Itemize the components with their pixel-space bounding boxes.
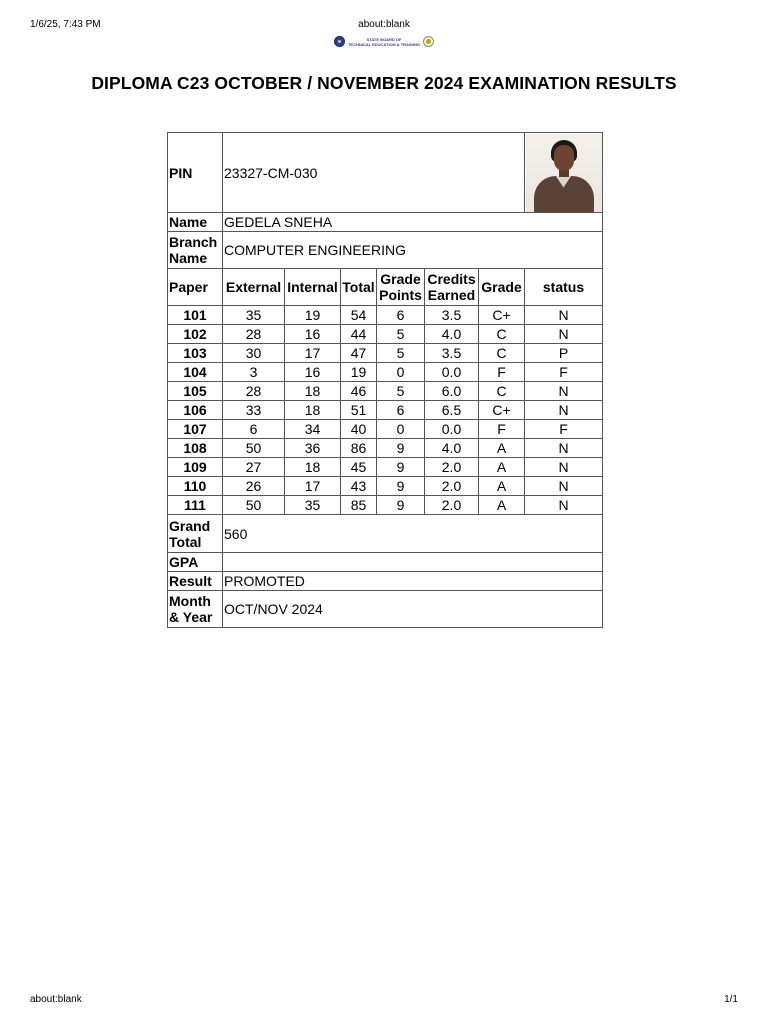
board-logo-line1: STATE BOARD OF [366, 36, 402, 42]
pin-label: PIN [168, 133, 223, 213]
table-row [168, 458, 603, 477]
total-header: Total [341, 269, 377, 306]
internal-cell: 18 [285, 382, 341, 401]
name-value: GEDELA SNEHA [223, 213, 603, 232]
status-cell: N [525, 439, 603, 458]
paper-cell: 108 [168, 439, 223, 458]
status-cell: P [525, 344, 603, 363]
status-cell: N [525, 325, 603, 344]
student-photo-cell [525, 133, 603, 213]
status-cell: F [525, 420, 603, 439]
print-url: about:blank [358, 19, 410, 30]
grade-points-cell: 0 [377, 363, 425, 382]
result-value: PROMOTED [223, 572, 603, 591]
paper-cell: 109 [168, 458, 223, 477]
grade-points-cell: 0 [377, 420, 425, 439]
credits-cell: 0.0 [425, 420, 479, 439]
total-cell: 54 [341, 306, 377, 325]
total-cell: 43 [341, 477, 377, 496]
column-header-row [168, 269, 603, 306]
paper-cell: 105 [168, 382, 223, 401]
external-cell: 33 [223, 401, 285, 420]
table-row [168, 401, 603, 420]
external-cell: 28 [223, 325, 285, 344]
pin-row [168, 133, 603, 213]
total-cell: 45 [341, 458, 377, 477]
state-emblem-icon [423, 36, 434, 47]
paper-cell: 107 [168, 420, 223, 439]
grade-cell: C [479, 325, 525, 344]
paper-cell: 111 [168, 496, 223, 515]
internal-cell: 18 [285, 458, 341, 477]
paper-cell: 102 [168, 325, 223, 344]
grade-cell: C+ [479, 306, 525, 325]
external-header: External [223, 269, 285, 306]
grade-points-cell: 9 [377, 496, 425, 515]
external-cell: 28 [223, 382, 285, 401]
table-row [168, 344, 603, 363]
external-cell: 50 [223, 439, 285, 458]
external-cell: 26 [223, 477, 285, 496]
results-table [167, 132, 603, 628]
total-cell: 85 [341, 496, 377, 515]
credits-earned-header: Credits Earned [425, 269, 479, 306]
grade-cell: F [479, 363, 525, 382]
table-row [168, 496, 603, 515]
grade-points-cell: 5 [377, 325, 425, 344]
status-cell: N [525, 401, 603, 420]
external-cell: 35 [223, 306, 285, 325]
grade-points-cell: 6 [377, 401, 425, 420]
grade-points-cell: 9 [377, 477, 425, 496]
grand-total-value: 560 [223, 515, 603, 553]
branch-row [168, 232, 603, 269]
table-row [168, 382, 603, 401]
grade-cell: A [479, 439, 525, 458]
paper-header: Paper [168, 269, 223, 306]
grade-cell: A [479, 458, 525, 477]
status-cell: F [525, 363, 603, 382]
grade-points-header: Grade Points [377, 269, 425, 306]
footer-page-number: 1/1 [724, 994, 738, 1005]
grade-cell: A [479, 496, 525, 515]
student-photo [526, 134, 602, 212]
total-cell: 47 [341, 344, 377, 363]
table-row [168, 325, 603, 344]
internal-cell: 17 [285, 344, 341, 363]
name-row [168, 213, 603, 232]
page-title: DIPLOMA C23 OCTOBER / NOVEMBER 2024 EXAMINATION RESULTS [91, 73, 677, 93]
pin-value: 23327-CM-030 [223, 133, 525, 213]
total-cell: 51 [341, 401, 377, 420]
internal-header: Internal [285, 269, 341, 306]
table-row [168, 477, 603, 496]
internal-cell: 17 [285, 477, 341, 496]
external-cell: 27 [223, 458, 285, 477]
grade-points-cell: 6 [377, 306, 425, 325]
status-cell: N [525, 306, 603, 325]
total-cell: 86 [341, 439, 377, 458]
total-cell: 19 [341, 363, 377, 382]
internal-cell: 36 [285, 439, 341, 458]
total-cell: 44 [341, 325, 377, 344]
grade-points-cell: 5 [377, 344, 425, 363]
external-cell: 50 [223, 496, 285, 515]
gpa-label: GPA [168, 553, 223, 572]
month-year-row [168, 591, 603, 628]
grade-cell: C [479, 382, 525, 401]
paper-cell: 110 [168, 477, 223, 496]
grand-total-label: Grand Total [168, 515, 223, 553]
internal-cell: 18 [285, 401, 341, 420]
internal-cell: 34 [285, 420, 341, 439]
paper-cell: 106 [168, 401, 223, 420]
status-cell: N [525, 382, 603, 401]
credits-cell: 6.0 [425, 382, 479, 401]
board-logo-text [348, 37, 420, 47]
month-year-label: Month & Year [168, 591, 223, 628]
footer-url: about:blank [30, 994, 82, 1005]
paper-cell: 103 [168, 344, 223, 363]
grand-total-row [168, 515, 603, 553]
credits-cell: 4.0 [425, 439, 479, 458]
status-cell: N [525, 458, 603, 477]
internal-cell: 19 [285, 306, 341, 325]
table-row [168, 420, 603, 439]
table-row [168, 363, 603, 382]
internal-cell: 16 [285, 325, 341, 344]
gpa-value [223, 553, 603, 572]
name-label: Name [168, 213, 223, 232]
credits-cell: 0.0 [425, 363, 479, 382]
credits-cell: 3.5 [425, 344, 479, 363]
branch-value: COMPUTER ENGINEERING [223, 232, 603, 269]
branch-label: Branch Name [168, 232, 223, 269]
grade-cell: C+ [479, 401, 525, 420]
internal-cell: 16 [285, 363, 341, 382]
external-cell: 30 [223, 344, 285, 363]
result-label: Result [168, 572, 223, 591]
grade-cell: F [479, 420, 525, 439]
credits-cell: 2.0 [425, 496, 479, 515]
status-cell: N [525, 477, 603, 496]
board-seal-icon [334, 36, 345, 47]
gpa-row [168, 553, 603, 572]
credits-cell: 2.0 [425, 458, 479, 477]
grade-points-cell: 9 [377, 439, 425, 458]
grade-points-cell: 9 [377, 458, 425, 477]
external-cell: 3 [223, 363, 285, 382]
grade-cell: A [479, 477, 525, 496]
grade-cell: C [479, 344, 525, 363]
table-row [168, 306, 603, 325]
status-header: status [525, 269, 603, 306]
month-year-value: OCT/NOV 2024 [223, 591, 603, 628]
credits-cell: 3.5 [425, 306, 479, 325]
total-cell: 46 [341, 382, 377, 401]
external-cell: 6 [223, 420, 285, 439]
result-row [168, 572, 603, 591]
status-cell: N [525, 496, 603, 515]
credits-cell: 4.0 [425, 325, 479, 344]
table-row [168, 439, 603, 458]
credits-cell: 6.5 [425, 401, 479, 420]
grade-header: Grade [479, 269, 525, 306]
paper-cell: 101 [168, 306, 223, 325]
grade-points-cell: 5 [377, 382, 425, 401]
board-logo-line2: TECHNICAL EDUCATION & TRAINING [347, 41, 421, 47]
credits-cell: 2.0 [425, 477, 479, 496]
print-datetime: 1/6/25, 7:43 PM [30, 19, 101, 30]
board-logo [0, 36, 768, 47]
total-cell: 40 [341, 420, 377, 439]
paper-cell: 104 [168, 363, 223, 382]
internal-cell: 35 [285, 496, 341, 515]
